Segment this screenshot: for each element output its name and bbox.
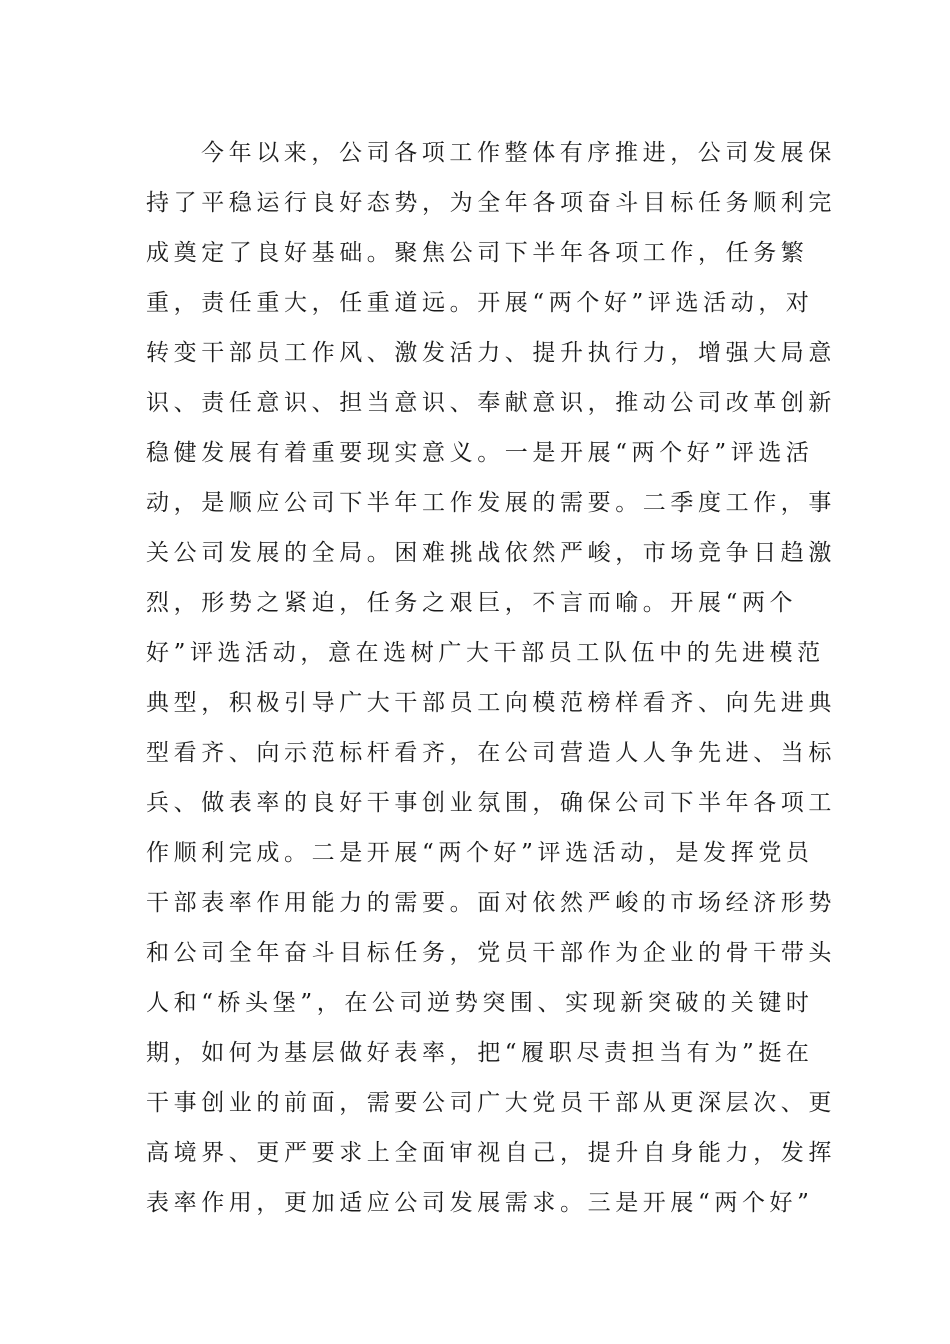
paragraph-line-3: 成奠定了良好基础。聚焦公司下半年各项工作，任务繁	[146, 240, 809, 266]
paragraph-line-13: 型看齐、向示范标杆看齐，在公司营造人人争先进、当标	[146, 740, 836, 766]
paragraph-line-8: 动，是顺应公司下半年工作发展的需要。二季度工作，事	[146, 490, 836, 516]
body-paragraph	[146, 128, 836, 1228]
paragraph-line-16: 干部表率作用能力的需要。面对依然严峻的市场经济形势	[146, 890, 836, 916]
paragraph-line-19: 期，如何为基层做好表率，把“履职尽责担当有为”挺在	[146, 1040, 814, 1066]
paragraph-line-9: 关公司发展的全局。困难挑战依然严峻，市场竞争日趋激	[146, 540, 836, 566]
paragraph-line-4: 重，责任重大，任重道远。开展“两个好”评选活动，对	[146, 290, 814, 316]
paragraph-line-5: 转变干部员工作风、激发活力、提升执行力，增强大局意	[146, 340, 836, 366]
paragraph-line-22: 表率作用，更加适应公司发展需求。三是开展“两个好”	[146, 1190, 814, 1216]
paragraph-line-11: 好”评选活动，意在选树广大干部员工队伍中的先进模范	[146, 640, 825, 666]
paragraph-line-18: 人和“桥头堡”，在公司逆势突围、实现新突破的关键时	[146, 990, 814, 1016]
paragraph-line-21: 高境界、更严要求上全面审视自己，提升自身能力，发挥	[146, 1140, 836, 1166]
paragraph-line-6: 识、责任意识、担当意识、奉献意识，推动公司改革创新	[146, 390, 836, 416]
paragraph-line-15: 作顺利完成。二是开展“两个好”评选活动，是发挥党员	[146, 840, 814, 866]
paragraph-line-2: 持了平稳运行良好态势，为全年各项奋斗目标任务顺利完	[146, 190, 836, 216]
paragraph-line-1: 今年以来，公司各项工作整体有序推进，公司发展保	[201, 140, 836, 166]
paragraph-line-20: 干事创业的前面，需要公司广大党员干部从更深层次、更	[146, 1090, 836, 1116]
paragraph-line-10: 烈，形势之紧迫，任务之艰巨，不言而喻。开展“两个	[146, 590, 798, 616]
paragraph-line-7: 稳健发展有着重要现实意义。一是开展“两个好”评选活	[146, 440, 814, 466]
paragraph-line-12: 典型，积极引导广大干部员工向模范榜样看齐、向先进典	[146, 690, 836, 716]
paragraph-line-17: 和公司全年奋斗目标任务，党员干部作为企业的骨干带头	[146, 940, 836, 966]
paragraph-line-14: 兵、做表率的良好干事创业氛围，确保公司下半年各项工	[146, 790, 836, 816]
